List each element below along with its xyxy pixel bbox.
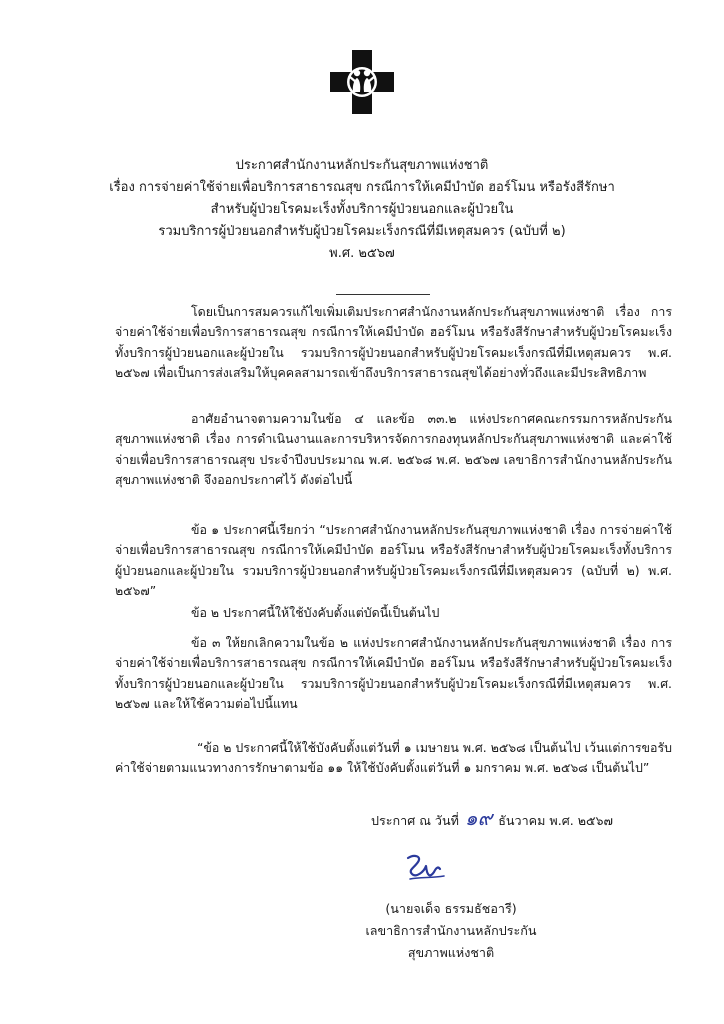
paragraph-clause-1: ข้อ ๑ ประกาศนี้เรียกว่า “ประกาศสำนักงานหลักประกันสุขภาพแห่งชาติ เรื่อง การจ่ายค่าใช้จ่ายเพื่อบริการสาธารณสุข กรณีการให้เคมีบำบัด ฮอร์โมน หรือรังสีรักษาสำหรับผู้ป่วยโรคมะเร็งทั้งบริการผู้ป่วยนอกและผู้ป่วยใน รวมบริการผู้ป่วยนอกสำหรับผู้ป่วยโรคมะเร็งกรณีที่มีเหตุสมควร (ฉบับที่ ๒) พ.ศ. ๒๕๖๗” [115, 522, 672, 599]
date-suffix: ธันวาคม พ.ศ. ๒๕๖๗ [498, 813, 614, 828]
divider [336, 294, 430, 295]
date-day: ๑๙ [464, 806, 493, 830]
paragraph-authority: อาศัยอำนาจตามความในข้อ ๔ และข้อ ๓๓.๒ แห่งประกาศคณะกรรมการหลักประกันสุขภาพแห่งชาติ เรื่อง การดำเนินงานและการบริหารจัดการกองทุนหลักประกันสุขภาพแห่งชาติ และค่าใช้จ่ายเพื่อบริการสาธารณสุข ประจำปีงบประมาณ พ.ศ. ๒๕๖๘ พ.ศ. ๒๕๖๗ เลขาธิการสำนักงานหลักประกันสุขภาพแห่งชาติ จึงออกประกาศไว้ ดังต่อไปนี้ [115, 411, 672, 488]
header-line-4: รวมบริการผู้ป่วยนอกสำหรับผู้ป่วยโรคมะเร็งกรณีที่มีเหตุสมควร (ฉบับที่ ๒) [158, 224, 566, 239]
signer-block [346, 898, 556, 964]
signer-name: (นายจเด็จ ธรรมธัชอารี) [385, 901, 517, 916]
header-line-5: พ.ศ. ๒๕๖๗ [329, 246, 395, 261]
date-prefix: ประกาศ ณ วันที่ [371, 813, 459, 828]
announcement-date [371, 802, 613, 834]
header-line-2: เรื่อง การจ่ายค่าใช้จ่ายเพื่อบริการสาธารณสุข กรณีการให้เคมีบำบัด ฮอร์โมน หรือรังสีรักษา [109, 180, 615, 195]
nhso-cross-logo-icon [328, 48, 396, 116]
header-line-1: ประกาศสำนักงานหลักประกันสุขภาพแห่งชาติ [235, 158, 489, 173]
paragraph-amended-clause: “ข้อ ๒ ประกาศนี้ให้ใช้บังคับตั้งแต่วันที่ ๑ เมษายน พ.ศ. ๒๕๖๘ เป็นต้นไป เว้นแต่การขอรับค่าใช้จ่ายตามแนวทางการรักษาตามข้อ ๑๑ ให้ใช้บังคับตั้งแต่วันที่ ๑ มกราคม พ.ศ. ๒๕๖๘ เป็นต้นไป” [115, 740, 672, 776]
paragraph-preamble: โดยเป็นการสมควรแก้ไขเพิ่มเติมประกาศสำนักงานหลักประกันสุขภาพแห่งชาติ เรื่อง การจ่ายค่าใช้จ่ายเพื่อบริการสาธารณสุข กรณีการให้เคมีบำบัด ฮอร์โมน หรือรังสีรักษาสำหรับผู้ป่วยโรคมะเร็งทั้งบริการผู้ป่วยนอกและผู้ป่วยใน รวมบริการผู้ป่วยนอกสำหรับผู้ป่วยโรคมะเร็งกรณีที่มีเหตุสมควร พ.ศ. ๒๕๖๗ เพื่อเป็นการส่งเสริมให้บุคคลสามารถเข้าถึงบริการสาธารณสุขได้อย่างทั่วถึงและมีประสิทธิภาพ [115, 304, 672, 381]
paragraph-clause-2: ข้อ ๒ ประกาศนี้ให้ใช้บังคับตั้งแต่บัดนี้เป็นต้นไป [191, 605, 440, 620]
handwritten-signature-icon [400, 852, 450, 884]
header-line-3: สำหรับผู้ป่วยโรคมะเร็งทั้งบริการผู้ป่วยนอกและผู้ป่วยใน [210, 202, 514, 217]
paragraph-clause-3: ข้อ ๓ ให้ยกเลิกความในข้อ ๒ แห่งประกาศสำนักงานหลักประกันสุขภาพแห่งชาติ เรื่อง การจ่ายค่าใช้จ่ายเพื่อบริการสาธารณสุข กรณีการให้เคมีบำบัด ฮอร์โมน หรือรังสีรักษาสำหรับผู้ป่วยโรคมะเร็งทั้งบริการผู้ป่วยนอกและผู้ป่วยใน รวมบริการผู้ป่วยนอกสำหรับผู้ป่วยโรคมะเร็งกรณีที่มีเหตุสมควร พ.ศ. ๒๕๖๗ และให้ใช้ความต่อไปนี้แทน [115, 635, 672, 712]
signer-title: เลขาธิการสำนักงานหลักประกันสุขภาพแห่งชาติ [365, 923, 537, 960]
